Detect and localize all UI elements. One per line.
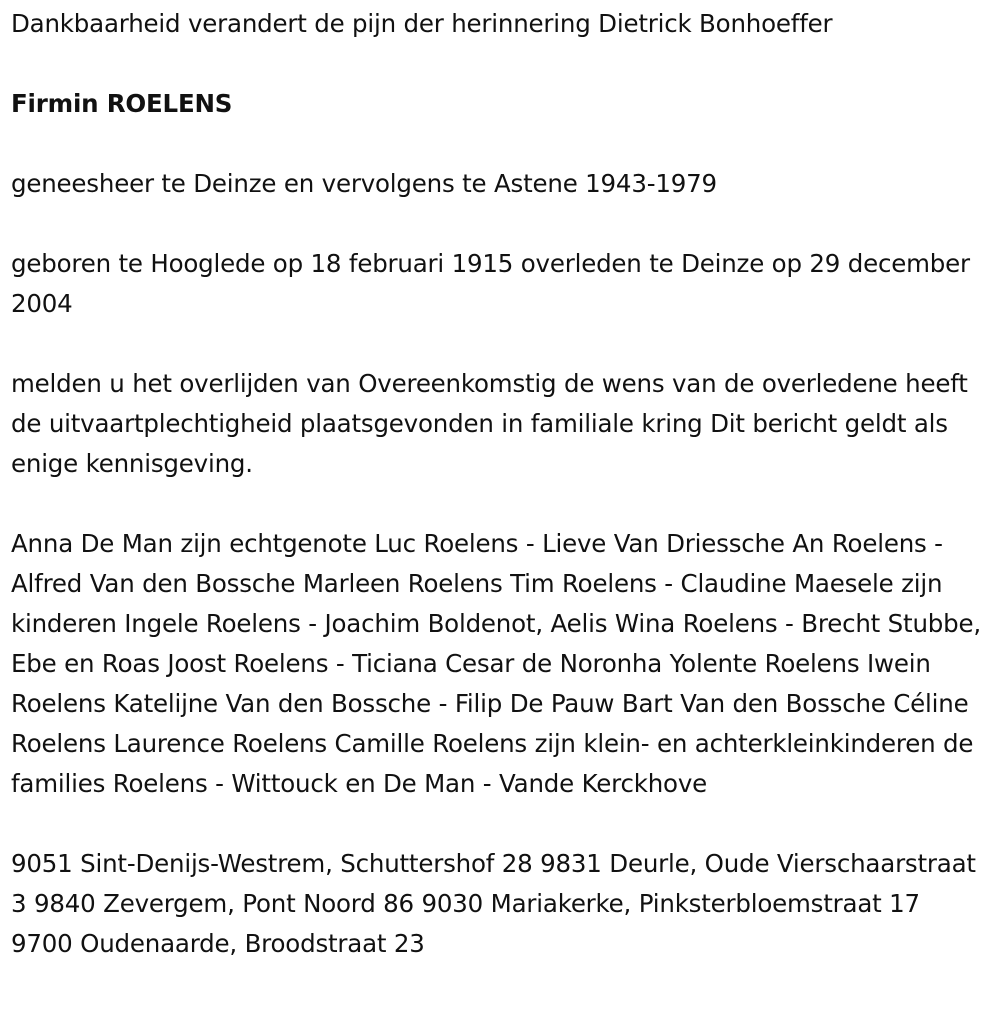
deceased-name: Firmin ROELENS — [11, 89, 233, 118]
quote-text: Dankbaarheid verandert de pijn der herinnering Dietrick Bonhoeffer — [11, 9, 833, 38]
profession-text: geneesheer te Deinze en vervolgens te Astene 1943-1979 — [11, 169, 717, 198]
addresses-text: 9051 Sint-Denijs-Westrem, Schuttershof 28 9831 Deurle, Oude Vierschaarstraat 3 9840 Zevergem, Pont Noord 86 9030 Mariakerke, Pinksterbloemstraat 17 9700 Oudenaarde, Broodstraat 23 — [11, 849, 976, 958]
birth-death-text: geboren te Hooglede op 18 februari 1915 overleden te Deinze op 29 december 2004 — [11, 249, 970, 318]
announcement-text: melden u het overlijden van Overeenkomstig de wens van de overledene heeft de uitvaartplechtigheid plaatsgevonden in familiale kring Dit bericht geldt als enige kennisgeving. — [11, 369, 968, 478]
family-list-text: Anna De Man zijn echtgenote Luc Roelens - Lieve Van Driessche An Roelens - Alfred Van den Bossche Marleen Roelens Tim Roelens - Claudine Maesele zijn kinderen Ingele Roelens - Joachim Boldenot, Aelis Wina Roelens - Brecht Stubbe, Ebe en Roas Joost Roelens - Ticiana Cesar de Noronha Yolente Roelens Iwein Roelens Katelijne Van den Bossche - Filip De Pauw Bart Van den Bossche Céline Roelens Laurence Roelens Camille Roelens zijn klein- en achterkleinkinderen de families Roelens - Wittouck en De Man - Vande Kerckhove — [11, 529, 981, 798]
